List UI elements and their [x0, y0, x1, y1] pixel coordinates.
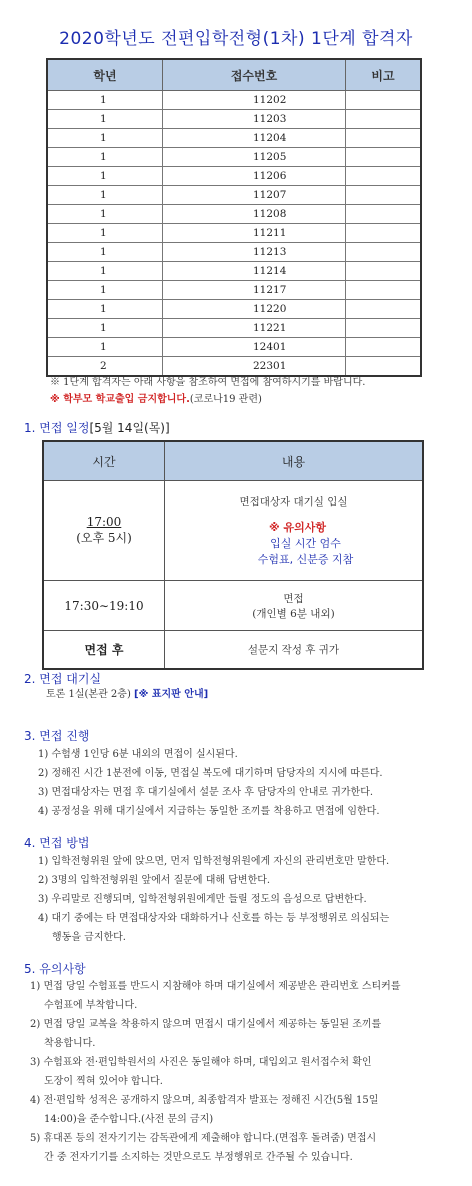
number-cell: 22301	[163, 357, 346, 377]
grade-cell: 1	[47, 205, 163, 224]
list-item: 1) 수험생 1인당 6분 내외의 면접이 실시된다.	[38, 749, 238, 760]
section-1-heading	[24, 419, 170, 436]
signage-guide: [※ 표지판 안내]	[134, 689, 209, 700]
note-cell	[346, 110, 422, 129]
list-item: 14:00)을 준수합니다.(사전 문의 금지)	[44, 1114, 214, 1125]
number-cell: 11206	[163, 167, 346, 186]
list-item: 1) 입학전형위원 앞에 앉으면, 먼저 입학전형위원에게 자신의 관리번호만 말한다.	[38, 856, 390, 867]
list-item: 간 중 전자기기를 소지하는 것만으로도 부정행위로 간주될 수 있습니다.	[44, 1152, 353, 1163]
table-row	[47, 243, 421, 262]
covid-note: (코로나19 관련)	[189, 394, 262, 405]
grade-cell: 1	[47, 186, 163, 205]
grade-cell: 1	[47, 224, 163, 243]
caution-bring-id: 수험표, 신분증 지참	[257, 553, 354, 566]
parent-entry-warning: ※ 학부모 학교출입 금지합니다.	[50, 394, 190, 405]
list-item: 3) 우리말로 진행되며, 입학전형위원에게만 들릴 정도의 음성으로 답변한다.	[38, 894, 367, 905]
note-cell	[346, 186, 422, 205]
section-1-title: 1. 면접 일정	[24, 421, 90, 435]
number-cell: 11221	[163, 319, 346, 338]
table-row	[47, 91, 421, 110]
note-cell	[346, 91, 422, 110]
waiting-room-entry-text: 면접대상자 대기실 입실	[239, 496, 348, 508]
notice-line-2	[50, 390, 262, 405]
number-cell: 11214	[163, 262, 346, 281]
list-item: 4) 대기 중에는 타 면접대상자와 대화하거나 신호를 하는 등 부정행위로 의심되는	[38, 913, 390, 924]
number-cell: 11207	[163, 186, 346, 205]
interview-text: 면접	[283, 592, 304, 605]
list-item: 2) 면접 당일 교복을 착용하지 않으며 면접시 대기실에서 제공하는 동일된 조끼를	[30, 1019, 382, 1030]
note-cell	[346, 338, 422, 357]
number-cell: 11211	[163, 224, 346, 243]
after-interview-label: 면접 후	[43, 631, 165, 669]
note-cell	[346, 319, 422, 338]
interview-duration: (개인별 6분 내외)	[252, 607, 335, 620]
col-header-note: 비고	[346, 59, 422, 91]
grade-cell: 1	[47, 300, 163, 319]
table-row	[47, 281, 421, 300]
grade-cell: 2	[47, 357, 163, 377]
list-item: 4) 전·편입학 성적은 공개하지 않으며, 최종합격자 발표는 정해진 시간(5월 15일	[30, 1095, 379, 1106]
table-row	[47, 319, 421, 338]
table-row	[47, 262, 421, 281]
grade-cell: 1	[47, 167, 163, 186]
note-cell	[346, 129, 422, 148]
number-cell: 11202	[163, 91, 346, 110]
results-header-row	[47, 59, 421, 91]
results-table	[46, 58, 422, 377]
list-item: 도장이 찍혀 있어야 합니다.	[44, 1076, 163, 1087]
table-row	[47, 224, 421, 243]
schedule-row-after	[43, 631, 423, 669]
table-row	[47, 110, 421, 129]
notice-line-1: ※ 1단계 합격자는 아래 사항을 참조하여 면접에 참여하시기를 바랍니다.	[50, 377, 366, 388]
col-header-content: 내용	[165, 441, 424, 481]
grade-cell: 1	[47, 262, 163, 281]
section-2-title: 2. 면접 대기실	[24, 672, 102, 686]
entry-time: 17:00	[86, 515, 122, 529]
grade-cell: 1	[47, 338, 163, 357]
table-row	[47, 129, 421, 148]
waiting-room-location	[46, 685, 208, 704]
note-cell	[346, 224, 422, 243]
list-item: 1) 면접 당일 수험표를 반드시 지참해야 하며 대기실에서 제공받은 관리번호 스티커를	[30, 981, 401, 992]
interview-time: 17:30∼19:10	[43, 581, 165, 631]
grade-cell: 1	[47, 243, 163, 262]
schedule-content-interview	[165, 581, 424, 631]
schedule-table	[42, 440, 424, 670]
caution-punctual: 입실 시간 엄수	[270, 537, 341, 550]
list-item: 4) 공정성을 위해 대기실에서 지급하는 동일한 조끼를 착용하고 면접에 임한다.	[38, 806, 380, 817]
schedule-header-row	[43, 441, 423, 481]
schedule-content-entry	[165, 481, 424, 581]
section-5-title: 5. 유의사항	[24, 962, 86, 976]
list-item: 행동을 금지한다.	[52, 932, 126, 943]
table-row	[47, 148, 421, 167]
caution-label: ※ 유의사항	[268, 521, 327, 534]
list-item: 3) 수험표와 전·편입학원서의 사진은 동일해야 하며, 대입외고 원서접수처 확인	[30, 1057, 372, 1068]
table-row	[47, 338, 421, 357]
entry-time-label: (오후 5시)	[76, 531, 132, 545]
list-item: 2) 정해진 시간 1분전에 이동, 면접실 복도에 대기하며 담당자의 지시에 따른다.	[38, 768, 383, 779]
results-body	[47, 91, 421, 377]
grade-cell: 1	[47, 129, 163, 148]
table-row	[47, 186, 421, 205]
section-1-date: [5월 14일(목)]	[89, 421, 170, 435]
schedule-row-entry	[43, 481, 423, 581]
grade-cell: 1	[47, 91, 163, 110]
waiting-room-name: 토론 1실(본관 2층)	[46, 689, 131, 700]
note-cell	[346, 205, 422, 224]
note-cell	[346, 281, 422, 300]
note-cell	[346, 167, 422, 186]
grade-cell: 1	[47, 319, 163, 338]
col-header-grade: 학년	[47, 59, 163, 91]
section-3-title: 3. 면접 진행	[24, 729, 90, 743]
list-item: 착용합니다.	[44, 1038, 96, 1049]
after-interview-text: 설문지 작성 후 귀가	[165, 631, 424, 669]
number-cell: 11208	[163, 205, 346, 224]
table-row	[47, 205, 421, 224]
number-cell: 11204	[163, 129, 346, 148]
number-cell: 11213	[163, 243, 346, 262]
number-cell: 11205	[163, 148, 346, 167]
list-item: 2) 3명의 입학전형위원 앞에서 질문에 대해 답변한다.	[38, 875, 271, 886]
grade-cell: 1	[47, 148, 163, 167]
number-cell: 12401	[163, 338, 346, 357]
number-cell: 11217	[163, 281, 346, 300]
table-row	[47, 167, 421, 186]
note-cell	[346, 300, 422, 319]
grade-cell: 1	[47, 281, 163, 300]
schedule-row-interview	[43, 581, 423, 631]
schedule-time-entry	[43, 481, 165, 581]
note-cell	[346, 262, 422, 281]
note-cell	[346, 243, 422, 262]
table-row	[47, 300, 421, 319]
list-item: 수험표에 부착합니다.	[44, 1000, 138, 1011]
note-cell	[346, 148, 422, 167]
number-cell: 11203	[163, 110, 346, 129]
number-cell: 11220	[163, 300, 346, 319]
list-item: 5) 휴대폰 등의 전자기기는 감독관에게 제출해야 합니다.(면접후 돌려줌) 면접시	[30, 1133, 377, 1144]
col-header-time: 시간	[43, 441, 165, 481]
page-title: 2020학년도 전편입학전형(1차) 1단계 합격자	[59, 29, 413, 49]
grade-cell: 1	[47, 110, 163, 129]
col-header-number: 접수번호	[163, 59, 346, 91]
list-item: 3) 면접대상자는 면접 후 대기실에서 설문 조사 후 담당자의 안내로 귀가한다.	[38, 787, 374, 798]
section-4-title: 4. 면접 방법	[24, 836, 90, 850]
